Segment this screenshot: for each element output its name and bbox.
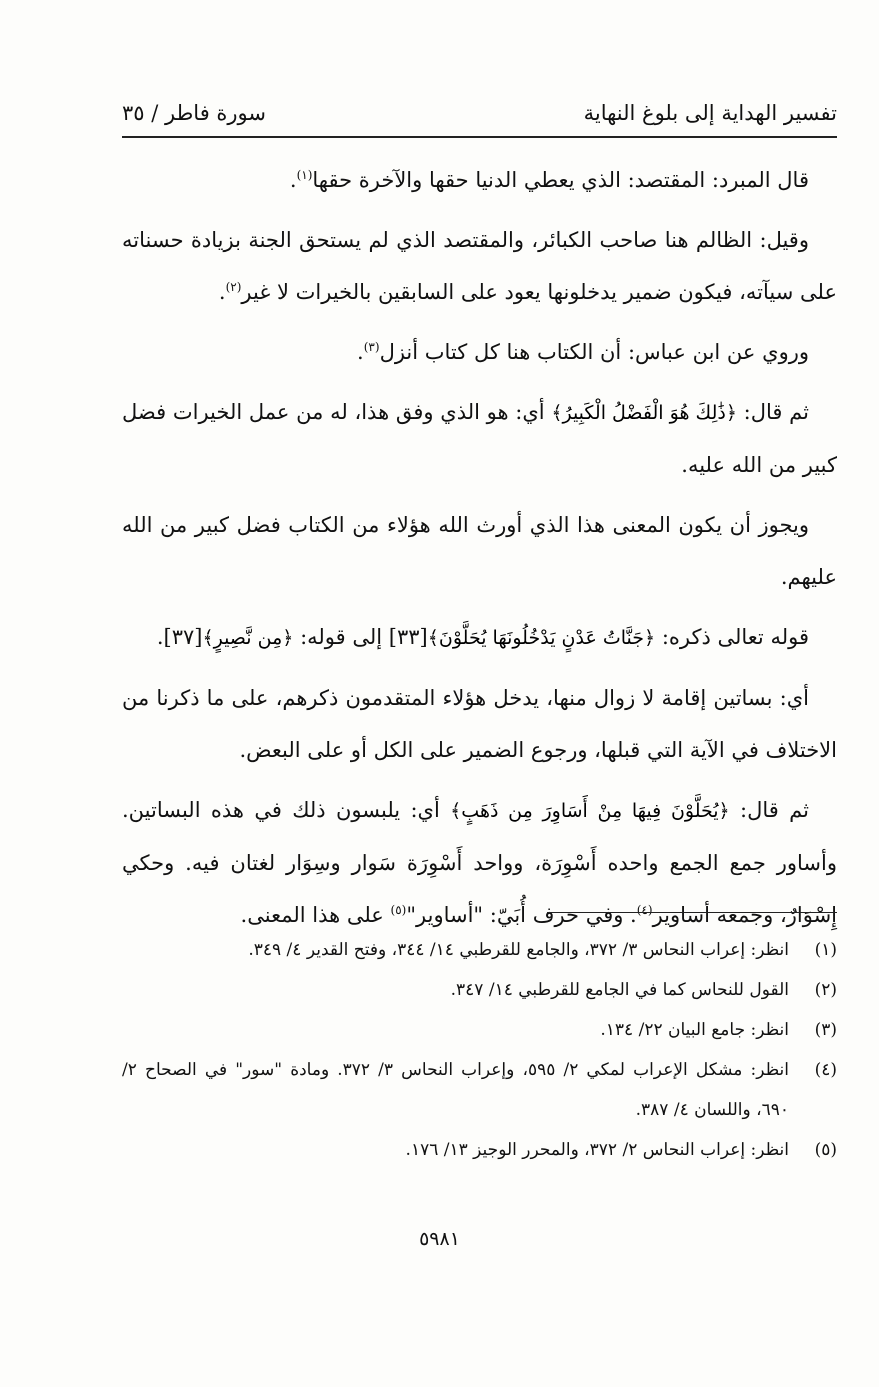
footnote-ref-5[interactable]: (٥)	[390, 903, 407, 917]
quran-verse: ﴿مِن نَّصِيرٍ﴾	[202, 627, 294, 649]
book-title: تفسير الهداية إلى بلوغ النهاية	[583, 101, 837, 125]
paragraph-3: وروي عن ابن عباس: أن الكتاب هنا كل كتاب أنزل$^{(٣)}$.	[357, 340, 809, 364]
paragraph-1: قال المبرد: المقتصد: الذي يعطي الدنيا حقها والآخرة حقها$^{(١)}$.	[289, 168, 809, 192]
footnote-4: (٤) انظر: مشكل الإعراب لمكي ٢/ ٥٩٥، وإعراب النحاس ٣/ ٣٧٢. ومادة "سور" في الصحاح ٢/ ٦٩٠، واللسان ٤/ ٣٨٧.	[122, 1060, 837, 1120]
footnote-3: (٣) انظر: جامع البيان ٢٢/ ١٣٤.	[600, 1020, 837, 1040]
footnote-ref-4[interactable]: (٤)	[636, 903, 653, 917]
footnote-2: (٢) القول للنحاس كما في الجامع للقرطبي ١٤/ ٣٤٧.	[450, 980, 837, 1000]
paragraph-7: أي: بساتين إقامة لا زوال منها، يدخل هؤلاء المتقدمون ذكرهم، على ما ذكرنا من الاختلاف في الآية التي قبلها، ورجوع الضمير على الكل أو على البعض.	[122, 686, 837, 762]
page-number: ٥٩٨١	[419, 1228, 460, 1250]
paragraph-4: ثم قال: ﴿ذَٰلِكَ هُوَ الْفَضْلُ الْكَبِيرُ﴾ أي: هو الذي وفق هذا، له من عمل الخيرات فضل كبير من الله عليه.	[122, 400, 837, 477]
footnote-ref-2[interactable]: (٢)	[225, 280, 242, 294]
paragraph-6: قوله تعالى ذكره: ﴿جَنَّاتُ عَدْنٍ يَدْخُلُونَهَا يُحَلَّوْنَ﴾[٣٣] إلى قوله: ﴿مِن نَّصِيرٍ﴾[٣٧].	[156, 625, 809, 649]
paragraph-5: ويجوز أن يكون المعنى هذا الذي أورث الله هؤلاء من الكتاب فضل كبير من الله عليهم.	[122, 513, 837, 589]
footnote-separator	[547, 912, 837, 913]
footnote-5: (٥) انظر: إعراب النحاس ٢/ ٣٧٢، والمحرر الوجيز ١٣/ ١٧٦.	[405, 1140, 837, 1160]
quran-verse: ﴿ذَٰلِكَ هُوَ الْفَضْلُ الْكَبِيرُ﴾	[551, 402, 737, 424]
running-header	[122, 90, 837, 138]
footnote-ref-3[interactable]: (٣)	[363, 340, 380, 354]
footnotes	[122, 930, 837, 1170]
quran-verse: ﴿جَنَّاتُ عَدْنٍ يَدْخُلُونَهَا يُحَلَّوْنَ﴾	[427, 627, 656, 649]
paragraph-8: ثم قال: ﴿يُحَلَّوْنَ فِيهَا مِنْ أَسَاوِرَ مِن ذَهَبٍ﴾ أي: يلبسون ذلك في هذه البساتين. وأساور جمع الجمع واحده أَسْوِرَة، وواحد أَسْوِرَة سَوار وسِوَار لغتان فيه. وحكي إِسْوَارٌ، وجمعه أساوير$^{(٤)}$. وفي حرف أُبَيّ: "أساوير"$^{(٥)}$ على هذا المعنى.	[122, 798, 837, 927]
quran-verse: ﴿يُحَلَّوْنَ فِيهَا مِنْ أَسَاوِرَ مِن ذَهَبٍ﴾	[450, 800, 730, 822]
main-text	[122, 154, 837, 949]
paragraph-2: وقيل: الظالم هنا صاحب الكبائر، والمقتصد الذي لم يستحق الجنة بزيادة حسناته على سيآته، فيكون ضمير يدخلونها يعود على السابقين بالخيرات لا غير$^{(٢)}$.	[122, 228, 837, 304]
footnote-1: (١) انظر: إعراب النحاس ٣/ ٣٧٢، والجامع للقرطبي ١٤/ ٣٤٤، وفتح القدير ٤/ ٣٤٩.	[248, 940, 837, 960]
surah-label: سورة فاطر / ٣٥	[122, 101, 266, 125]
footnote-ref-1[interactable]: (١)	[296, 168, 313, 182]
